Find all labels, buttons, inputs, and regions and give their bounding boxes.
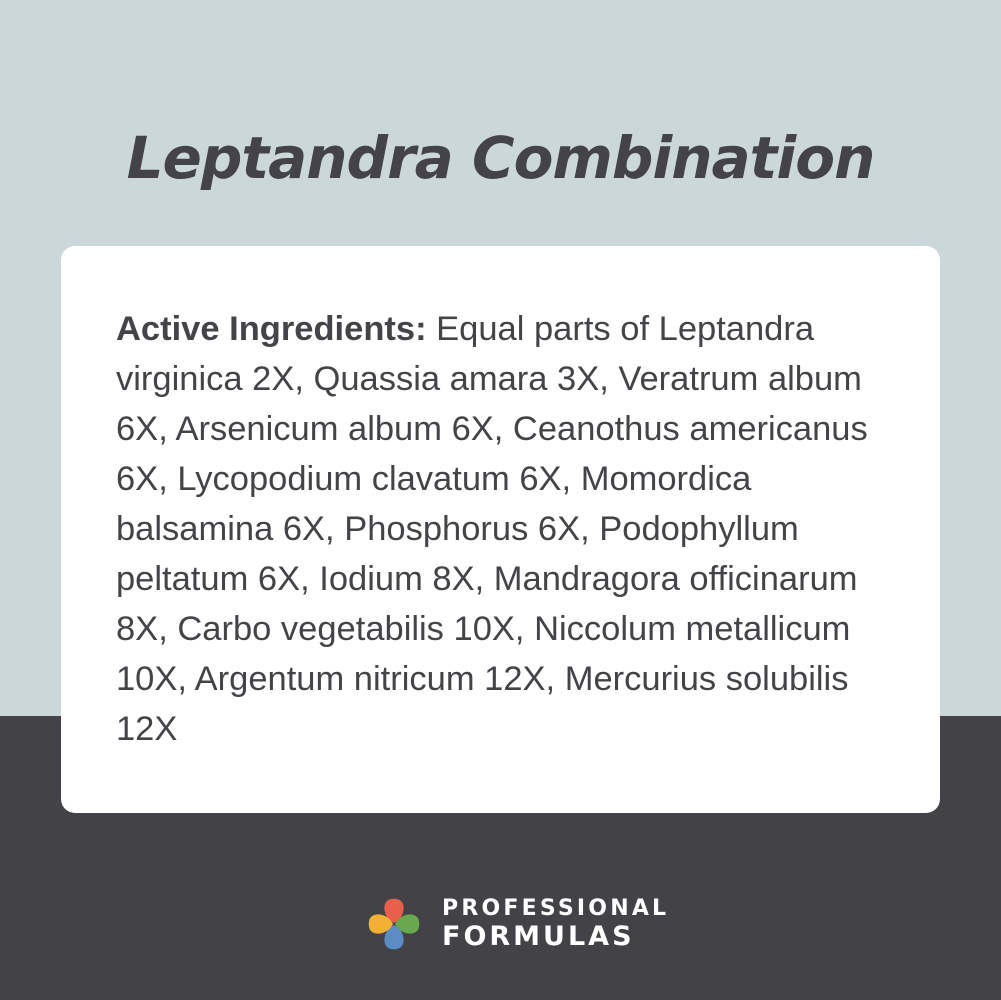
- brand-line2: FORMULAS: [442, 921, 635, 952]
- ingredients-card: [61, 246, 940, 813]
- ingredients-text: [116, 304, 916, 754]
- ingredients-label: Active Ingredients:: [116, 310, 427, 348]
- four-petal-logo-icon: [362, 892, 426, 956]
- brand-line1: PROFESSIONAL: [442, 896, 670, 921]
- product-title: Leptandra Combination: [126, 124, 875, 192]
- ingredients-list: Equal parts of Leptandra virginica 2X, Quassia amara 3X, Veratrum album 6X, Arsenicum album 6X, Ceanothus americanus 6X, Lycopodium clavatum 6X, Momordica balsamina 6X, Phosphorus 6X, Podophyllum peltatum 6X, Iodium 8X, Mandragora officinarum 8X, Carbo vegetabilis 10X, Niccolum metallicum 10X, Argentum nitricum 12X, Mercurius solubilis 12X: [116, 310, 868, 748]
- brand-name: [442, 896, 669, 952]
- brand-logo: [362, 892, 670, 956]
